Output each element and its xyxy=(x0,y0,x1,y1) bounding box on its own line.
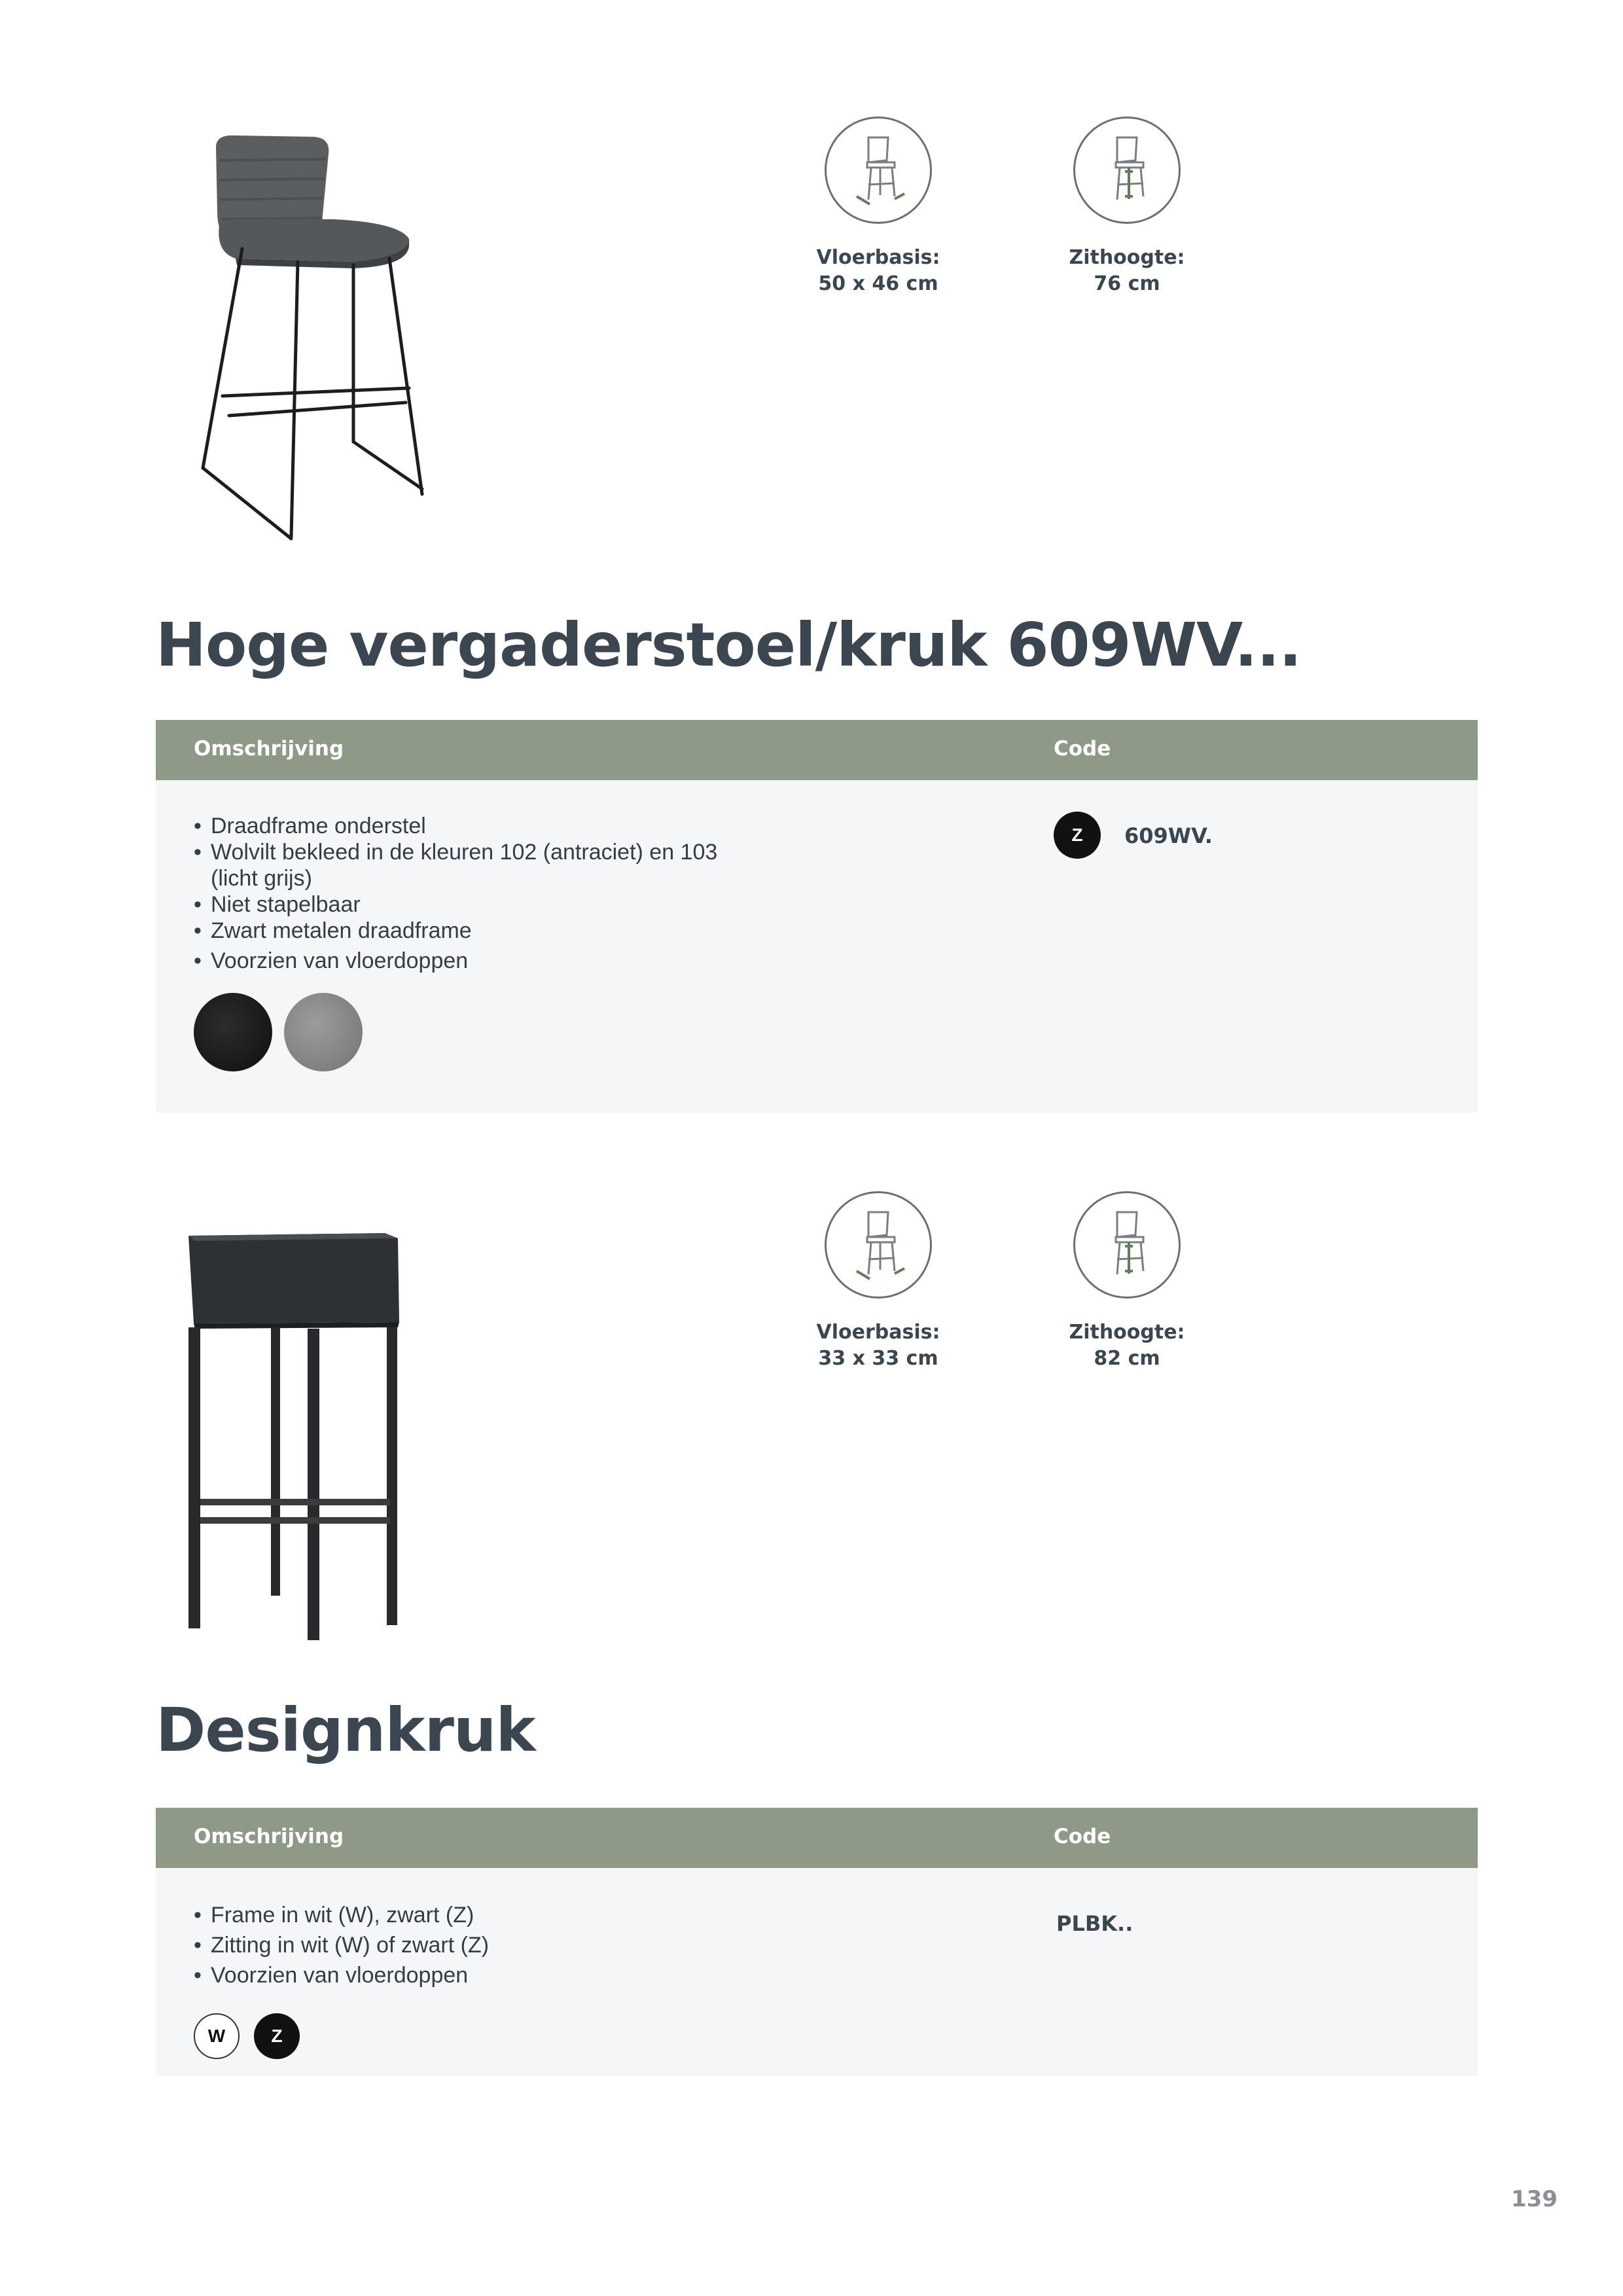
list-item: • Zitting in wit (W) of zwart (Z) xyxy=(194,1932,783,1958)
header-description: Omschrijving xyxy=(194,1825,344,1848)
spec-seat-height xyxy=(1048,1191,1205,1372)
spec-floor-base xyxy=(800,1191,957,1372)
color-badge-black: Z xyxy=(254,2013,300,2059)
header-code: Code xyxy=(1054,1825,1111,1848)
product-image-designkruk xyxy=(182,1224,411,1643)
floor-base-chair-icon xyxy=(825,117,932,224)
product-code: PLBK.. xyxy=(1056,1911,1133,1936)
color-swatch-antraciet xyxy=(194,993,272,1071)
product-image-bar-chair xyxy=(190,128,452,553)
product-title: Hoge vergaderstoel/kruk 609WV... xyxy=(156,610,1302,680)
list-item: • Frame in wit (W), zwart (Z) xyxy=(194,1902,783,1928)
seat-height-chair-icon xyxy=(1073,1191,1181,1299)
header-code: Code xyxy=(1054,737,1111,761)
seat-height-chair-icon xyxy=(1073,117,1181,224)
spec-floor-base xyxy=(800,117,957,297)
list-item: • Draadframe onderstel xyxy=(194,813,757,839)
product-table xyxy=(156,1808,1478,2076)
product-table xyxy=(156,720,1478,1113)
spec-label: Vloerbasis: xyxy=(816,1321,940,1344)
description-list xyxy=(194,1902,783,1988)
table-header xyxy=(156,720,1478,780)
page-number: 139 xyxy=(1511,2186,1558,2212)
list-item: • Voorzien van vloerdoppen xyxy=(194,1962,783,1988)
floor-base-chair-icon xyxy=(825,1191,932,1299)
table-body xyxy=(156,1868,1478,2076)
spec-value: 50 x 46 cm xyxy=(818,272,938,295)
list-item: • Voorzien van vloerdoppen xyxy=(194,948,757,974)
color-badge-white: W xyxy=(194,2013,240,2059)
list-item: • Wolvilt bekleed in de kleuren 102 (antraciet) en 103 (licht grijs) xyxy=(194,839,757,891)
spec-value: 33 x 33 cm xyxy=(818,1347,938,1370)
list-item: • Niet stapelbaar xyxy=(194,891,757,918)
spec-label: Vloerbasis: xyxy=(816,246,940,269)
table-body xyxy=(156,780,1478,1113)
color-swatch-licht-grijs xyxy=(284,993,363,1071)
header-description: Omschrijving xyxy=(194,737,344,761)
spec-label: Zithoogte: xyxy=(1069,246,1185,269)
product-title: Designkruk xyxy=(156,1695,535,1765)
spec-value: 82 cm xyxy=(1094,1347,1160,1370)
product-code: 609WV. xyxy=(1124,823,1213,848)
spec-seat-height xyxy=(1048,117,1205,297)
code-badge-z: Z xyxy=(1054,812,1101,859)
table-header xyxy=(156,1808,1478,1868)
description-list xyxy=(194,813,757,974)
spec-value: 76 cm xyxy=(1094,272,1160,295)
spec-label: Zithoogte: xyxy=(1069,1321,1185,1344)
list-item: • Zwart metalen draadframe xyxy=(194,918,757,944)
